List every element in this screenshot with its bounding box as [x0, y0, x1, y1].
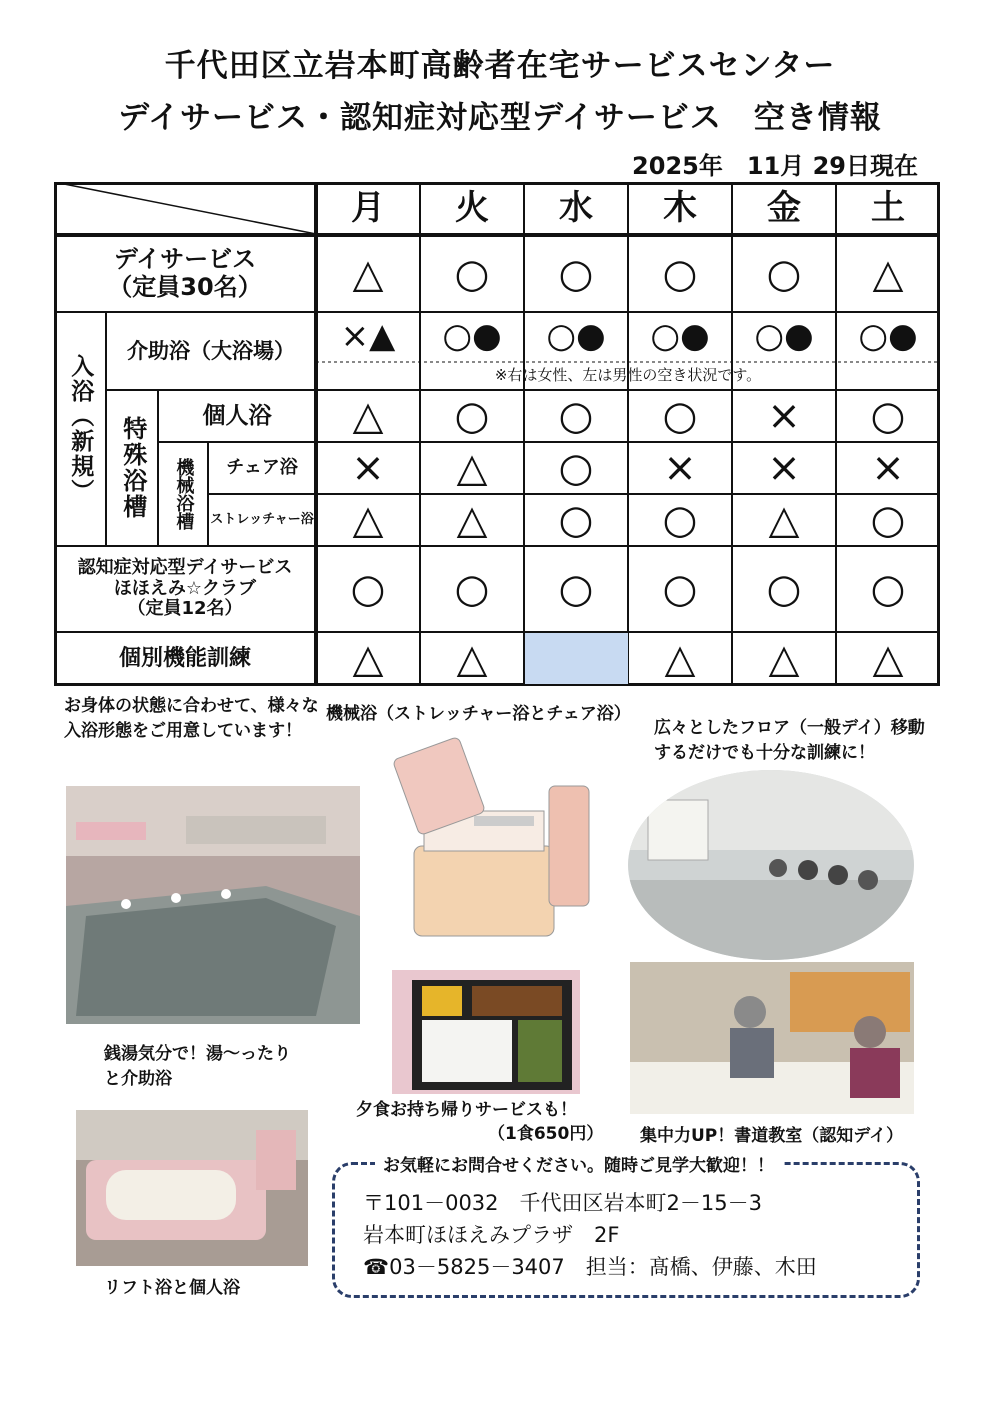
cell-stretcher-0: △	[352, 497, 384, 543]
photo-calligraphy	[630, 962, 914, 1114]
cell-kaijo-1: ○●	[442, 316, 502, 357]
photo-machine-bath	[384, 726, 606, 966]
day-mon: 月	[351, 187, 385, 228]
page-subtitle: デイサービス・認知症対応型デイサービス 空き情報	[118, 100, 882, 136]
contact-building: 岩本町ほほえみプラザ 2F	[363, 1223, 620, 1247]
contact-header: お気軽にお問合せください。随時ご見学大歓迎！！	[375, 1151, 782, 1176]
ninchi-club: ほほえみ☆クラブ	[113, 577, 257, 599]
cell-chair-5: ×	[871, 445, 905, 491]
cell-chair-1: △	[456, 445, 488, 491]
kaijo-note: ※右は女性、左は男性の空き状況です。	[494, 366, 762, 385]
cell-stretcher-2: ○	[558, 497, 594, 543]
caption-lift-bath: リフト浴と個人浴	[104, 1278, 240, 1298]
dayservice-label: デイサービス	[113, 244, 257, 273]
dayservice-capacity: （定員30名）	[108, 272, 262, 301]
cell-kaijo-3: ○●	[650, 316, 710, 357]
cell-kaijo-0: ×▲	[340, 316, 396, 357]
caption-floor: 広々としたフロア（一般デイ）移動するだけでも十分な訓練に！	[654, 718, 925, 763]
cell-kobetsu-4: △	[768, 636, 800, 682]
cell-dayservice-3: ○	[662, 250, 698, 297]
day-fri: 金	[767, 187, 801, 228]
contact-phone: ☎03－5825－3407 担当：髙橋、伊藤、木田	[363, 1255, 817, 1279]
photo-bento	[392, 970, 580, 1094]
cell-dayservice-2: ○	[558, 250, 594, 297]
cell-ninchi-3: ○	[662, 566, 698, 612]
ninchi-label: 認知症対応型デイサービス	[77, 556, 293, 578]
cell-dayservice-5: △	[872, 250, 904, 297]
contact-box	[332, 1156, 920, 1298]
row-label-kojin: 個人浴	[202, 402, 272, 429]
cell-kojin-5: ○	[870, 393, 906, 439]
contact-address: 〒101－0032 千代田区岩本町2－15－3	[363, 1191, 762, 1215]
kikai-label: 機械浴槽	[173, 458, 195, 530]
tokushu-label: 特殊浴槽	[118, 416, 147, 520]
cell-dayservice-0: △	[352, 250, 384, 297]
cell-chair-4: ×	[767, 445, 801, 491]
cell-dayservice-1: ○	[454, 250, 490, 297]
cell-kaijo-2: ○●	[546, 316, 606, 357]
day-wed: 水	[559, 187, 593, 228]
row-label-kobetsu: 個別機能訓練	[118, 646, 251, 672]
caption-calligraphy: 集中力UP！書道教室（認知デイ）	[640, 1126, 904, 1146]
caption-sento: 銭湯気分で！湯～ったりと介助浴	[104, 1044, 291, 1089]
ninchi-capacity: （定員12名）	[127, 598, 243, 620]
cell-kaijo-5: ○●	[858, 316, 918, 357]
caption-dinner: 夕食お持ち帰りサービスも！	[356, 1100, 577, 1120]
row-label-stretcher: ストレッチャー浴	[210, 511, 314, 527]
cell-chair-3: ×	[663, 445, 697, 491]
cell-kojin-4: ×	[767, 393, 801, 439]
day-sat: 土	[871, 187, 905, 228]
cell-kojin-0: △	[352, 393, 384, 439]
row-label-dayservice	[54, 235, 316, 312]
cell-ninchi-5: ○	[870, 566, 906, 612]
cell-stretcher-3: ○	[662, 497, 698, 543]
cell-kojin-2: ○	[558, 393, 594, 439]
cell-ninchi-1: ○	[454, 566, 490, 612]
cell-kobetsu-5: △	[872, 636, 904, 682]
photo-large-bath	[66, 786, 360, 1024]
cell-kojin-1: ○	[454, 393, 490, 439]
availability-table	[54, 182, 940, 686]
photo-floor	[628, 770, 914, 960]
cell-chair-0: ×	[351, 445, 385, 491]
cell-kobetsu-1: △	[456, 636, 488, 682]
day-thu: 木	[663, 187, 697, 228]
cell-stretcher-1: △	[456, 497, 488, 543]
cell-kojin-3: ○	[662, 393, 698, 439]
cell-kobetsu-2	[524, 632, 628, 686]
photo-lift-bath	[76, 1110, 308, 1266]
day-tue: 火	[455, 187, 489, 228]
caption-dinner-price: （1食650円）	[488, 1124, 604, 1144]
page-title: 千代田区立岩本町高齢者在宅サービスセンター	[164, 48, 836, 84]
caption-bath-types: お身体の状態に合わせて、様々な入浴形態をご用意しています！	[64, 696, 319, 741]
cell-kobetsu-0: △	[352, 636, 384, 682]
cell-stretcher-5: ○	[870, 497, 906, 543]
row-label-ninchi	[54, 546, 316, 632]
cell-stretcher-4: △	[768, 497, 800, 543]
cell-dayservice-4: ○	[766, 250, 802, 297]
as-of-date: 2025年 11月 29日現在	[632, 152, 918, 180]
cell-ninchi-4: ○	[766, 566, 802, 612]
caption-machine-bath: 機械浴（ストレッチャー浴とチェア浴）	[326, 704, 631, 724]
row-label-kaijo: 介助浴（大浴場）	[127, 338, 295, 363]
cell-ninchi-0: ○	[350, 566, 386, 612]
row-label-chair: チェア浴	[226, 456, 298, 478]
cell-kaijo-4: ○●	[754, 316, 814, 357]
cell-chair-2: ○	[558, 445, 594, 491]
cell-kobetsu-3: △	[664, 636, 696, 682]
bath-group-label: 入浴（新規）	[67, 354, 94, 504]
cell-ninchi-2: ○	[558, 566, 594, 612]
